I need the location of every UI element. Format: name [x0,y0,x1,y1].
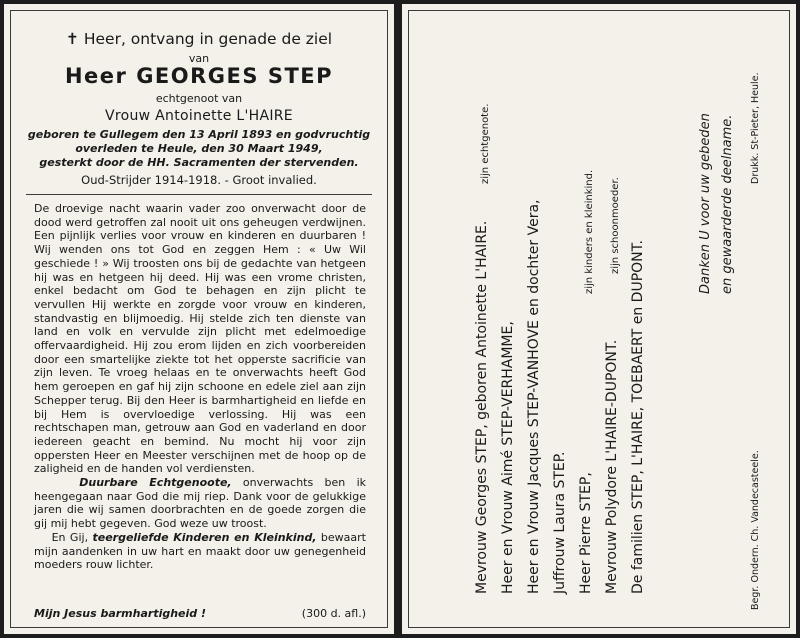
prayer-text: Heer, ontvang in genade de ziel [83,30,333,48]
footer [34,607,366,620]
divider [26,194,372,195]
birth-line: geboren te Gullegem den 13 April 1893 en godvruchtig [27,128,371,141]
deceased-name: Heer GEORGES STEP [64,64,334,88]
cross-icon: ✝ [65,30,79,48]
right-frame [408,10,790,628]
children-farewell-text: bewaart mijn aandenken in uw hart en maakt door uw genegenheid moeders rouw lichter. [34,530,366,572]
children-farewell [34,531,366,572]
right-card [402,4,796,634]
undertaker-credit: Begr. Ondern. Ch. Vandecasteele. [750,450,761,610]
spouse-farewell-lead: Duurbare Echtgenoote, [79,476,232,490]
sacraments-line: gesterkt door de HH. Sacramenten der stervenden. [39,156,359,169]
left-card [4,4,394,634]
prayer-line [4,30,394,48]
indulgence-note: (300 d. afl.) [301,607,366,620]
mourner-role: zijn echtgenote. [480,103,491,184]
children-farewell-start: En Gij, [51,530,93,544]
mourner-role: zijn schoonmoeder. [610,177,621,274]
closing-prayer: Mijn Jesus barmhartigheid ! [34,607,207,620]
mourner-name: Heer Pierre STEP, [578,472,594,594]
thanks-line: Danken U voor uw gebeden [698,113,713,294]
mourner-name: Heer en Vrouw Jacques STEP-VANHOVE en dochter Vera, [526,199,542,594]
spouse-farewell [34,476,366,531]
eulogy-text [34,202,366,572]
van-line: van [188,52,210,65]
mourner-role: zijn kinders en kleinkind. [584,169,595,294]
mourner-name: Heer en Vrouw Aimé STEP-VERHAMME, [500,321,516,594]
veteran-line: Oud-Strijder 1914-1918. - Groot invalied. [81,173,317,187]
mourner-name: Mevrouw Georges STEP, geboren Antoinette L'HAIRE. [474,220,490,594]
spouse-farewell-text: onverwachts ben ik heengegaan naar God die mij riep. Dank voor de gelukkige jaren die wij samen doorbrachten en de goede zorgen die gij mij hebt gegeven. God weze uw troost. [34,476,366,531]
spouse-name: Vrouw Antoinette L'HAIRE [105,108,293,124]
death-line: overleden te Heule, den 30 Maart 1949, [75,142,323,155]
mourner-name: Juffrouw Laura STEP. [552,451,568,594]
mourner-name: Mevrouw Polydore L'HAIRE-DUPONT. [604,339,620,594]
children-farewell-lead: teergeliefde Kinderen en Kleinkind, [92,530,317,544]
spouse-intro: echtgenoot van [155,92,243,105]
thanks-line: en gewaarderde deelname. [720,114,735,294]
birth-death-info [4,128,394,170]
eulogy-paragraph: De droevige nacht waarin vader zoo onverwacht door de dood werd getroffen zal nooit uit ons geheugen verdwijnen. Een pijnlijk verlies voor vrouw en kinderen en duurbaren ! Wij wenden ons tot God en zeggen Hem : « Uw Wil geschiede ! » Wij troosten ons bij de gedachte van hetgeen hij was en hetgeen hij deed. Hij was een vrome christen, enkel bedacht om God te behagen en zijn plicht te vervullen Hij werkte en zorgde voor vrouw en kinderen, standvastig en blijmoedig. Hij stelde zich ten dienste van land en volk en vervulde zijn plicht met edelmoedige offervaardigheid. Hij zou erom lijden en zich voorbereiden door een smartelijke ziekte tot het opperste sacrificie van zijn leven. Te vroeg helaas en te onverwachts heeft God hem geroepen en gaf hij zijn schoone en edele ziel aan zijn Schepper terug. Bij den Heer is barmhartigheid en liefde en bij Hem is overvloedige verlossing. Hij was een rechtschapen man, getrouw aan God en vaderland en door iedereen geacht en bemind. Nu mocht hij voor zijn oppersten Heer en Meester verschijnen met de hoop op de zaligheid en de handen vol verdiensten. [34,202,366,476]
mourner-name: De familien STEP, L'HAIRE, TOEBAERT en DUPONT. [630,240,646,594]
printer-credit: Drukk. St-Pieter, Heule. [750,72,761,184]
